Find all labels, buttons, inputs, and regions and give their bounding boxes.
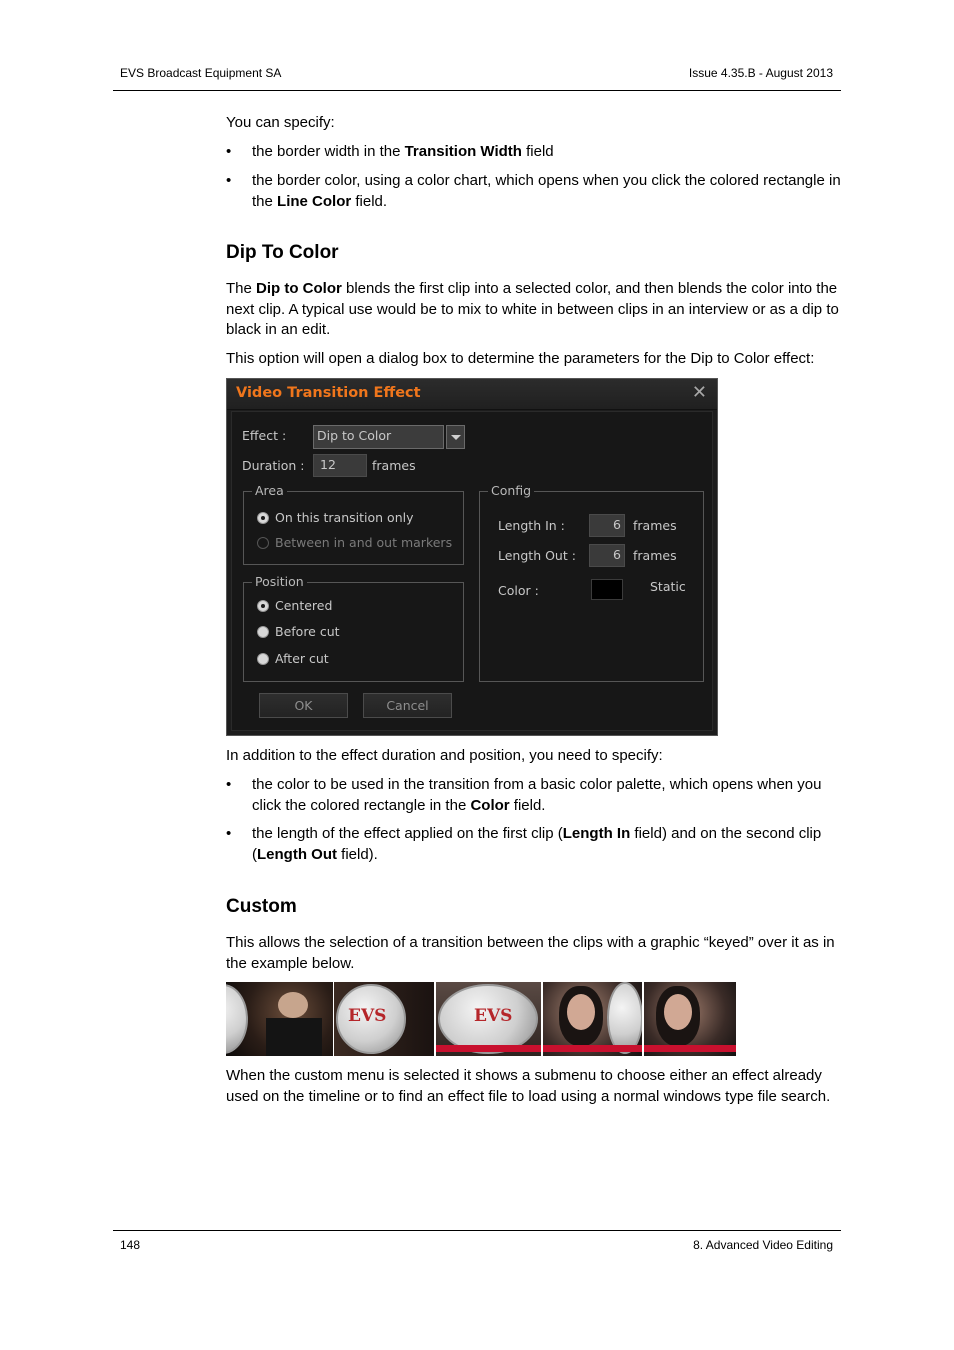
bullet-glyph: • <box>226 825 232 842</box>
bullet-text: the length of the effect applied on the first clip (Length In field) and on the second clip (Length Out field). <box>252 825 822 863</box>
thumbnail-5 <box>644 982 736 1056</box>
section-heading-dip: Dip To Color <box>226 242 339 263</box>
length-out-label: Length Out : <box>498 548 576 563</box>
length-out-input[interactable]: 6 <box>589 544 625 567</box>
video-transition-dialog <box>226 378 718 736</box>
section-heading-custom: Custom <box>226 896 297 917</box>
custom-paragraph-2: When the custom menu is selected it shows a submenu to choose either an effect already used on the timeline or to find an effect file to load using a normal windows type file search. <box>226 1067 831 1105</box>
option-between-markers[interactable]: Between in and out markers <box>275 535 453 550</box>
thumbnail-2 <box>334 982 434 1056</box>
intro-lead: You can specify: <box>226 114 335 131</box>
duration-unit: frames <box>372 458 416 473</box>
radio-after-cut[interactable] <box>257 653 269 665</box>
duration-label: Duration : <box>242 458 305 473</box>
option-on-this-transition[interactable]: On this transition only <box>275 510 414 525</box>
length-out-unit: frames <box>633 548 677 563</box>
coin-graphic <box>607 982 642 1054</box>
bullet-text: the border color, using a color chart, which opens when you click the colored rectangle in the Line Color field. <box>252 172 841 210</box>
header-rule <box>113 90 841 91</box>
config-legend: Config <box>488 483 534 498</box>
presenter-face <box>567 994 595 1030</box>
dialog-body <box>231 411 713 731</box>
effect-label: Effect : <box>242 428 287 443</box>
bullet-text: the color to be used in the transition from a basic color palette, which opens when you click the colored rectangle in the Color field. <box>252 776 822 814</box>
color-mode: Static <box>650 579 686 594</box>
chevron-down-icon[interactable] <box>446 425 465 449</box>
header-company: EVS Broadcast Equipment SA <box>120 66 282 80</box>
presenter-face <box>664 994 692 1030</box>
radio-centered[interactable] <box>257 600 269 612</box>
page-number: 148 <box>120 1238 141 1252</box>
duration-input[interactable]: 12 <box>313 454 367 477</box>
radio-between-markers[interactable] <box>257 537 269 549</box>
cancel-button[interactable]: Cancel <box>363 693 452 718</box>
custom-paragraph-1: This allows the selection of a transition between the clips with a graphic “keyed” over it as in the example below. <box>226 934 835 972</box>
dialog-title-bar <box>227 379 717 410</box>
close-icon[interactable]: ✕ <box>691 382 707 403</box>
dialog-title: Video Transition Effect <box>236 385 421 401</box>
chapter-title: 8. Advanced Video Editing <box>693 1238 833 1252</box>
option-before-cut[interactable]: Before cut <box>275 624 340 639</box>
config-group <box>479 483 704 682</box>
speaker-suit <box>266 1018 322 1056</box>
dip-paragraph-2: This option will open a dialog box to determine the parameters for the Dip to Color effect: <box>226 350 815 367</box>
dip-paragraph-1: The Dip to Color blends the first clip into a selected color, and then blends the color into the next clip. A typical use would be to mix to white in between clips in an interview or as a dip to black in an edit. <box>226 280 839 338</box>
area-group <box>243 483 464 565</box>
position-group <box>243 574 464 682</box>
radio-on-this-transition[interactable] <box>257 512 269 524</box>
news-ticker <box>436 1045 541 1052</box>
after-dialog-lead: In addition to the effect duration and position, you need to specify: <box>226 747 663 764</box>
bullet-glyph: • <box>226 172 232 189</box>
coin-logo-text: EVS <box>348 1006 387 1026</box>
radio-before-cut[interactable] <box>257 626 269 638</box>
coin-graphic <box>226 984 248 1054</box>
coin-logo-text: EVS <box>474 1006 513 1026</box>
news-ticker <box>543 1045 642 1052</box>
bullet-glyph: • <box>226 143 232 160</box>
thumbnail-1 <box>226 982 333 1056</box>
ok-button[interactable]: OK <box>259 693 348 718</box>
bullet-glyph: • <box>226 776 232 793</box>
position-legend: Position <box>252 574 307 589</box>
area-legend: Area <box>252 483 287 498</box>
length-in-input[interactable]: 6 <box>589 514 625 537</box>
bullet-text: the border width in the Transition Width field <box>252 143 554 160</box>
thumbnail-4 <box>543 982 642 1056</box>
length-in-unit: frames <box>633 518 677 533</box>
length-in-label: Length In : <box>498 518 565 533</box>
effect-select[interactable]: Dip to Color <box>313 425 444 449</box>
speaker-face <box>278 992 308 1018</box>
option-after-cut[interactable]: After cut <box>275 651 329 666</box>
header-issue: Issue 4.35.B - August 2013 <box>688 66 833 80</box>
color-swatch[interactable] <box>591 579 623 600</box>
option-centered[interactable]: Centered <box>275 598 333 613</box>
footer-rule <box>113 1230 841 1231</box>
thumbnail-3 <box>436 982 541 1056</box>
news-ticker <box>644 1045 736 1052</box>
color-label: Color : <box>498 583 539 598</box>
